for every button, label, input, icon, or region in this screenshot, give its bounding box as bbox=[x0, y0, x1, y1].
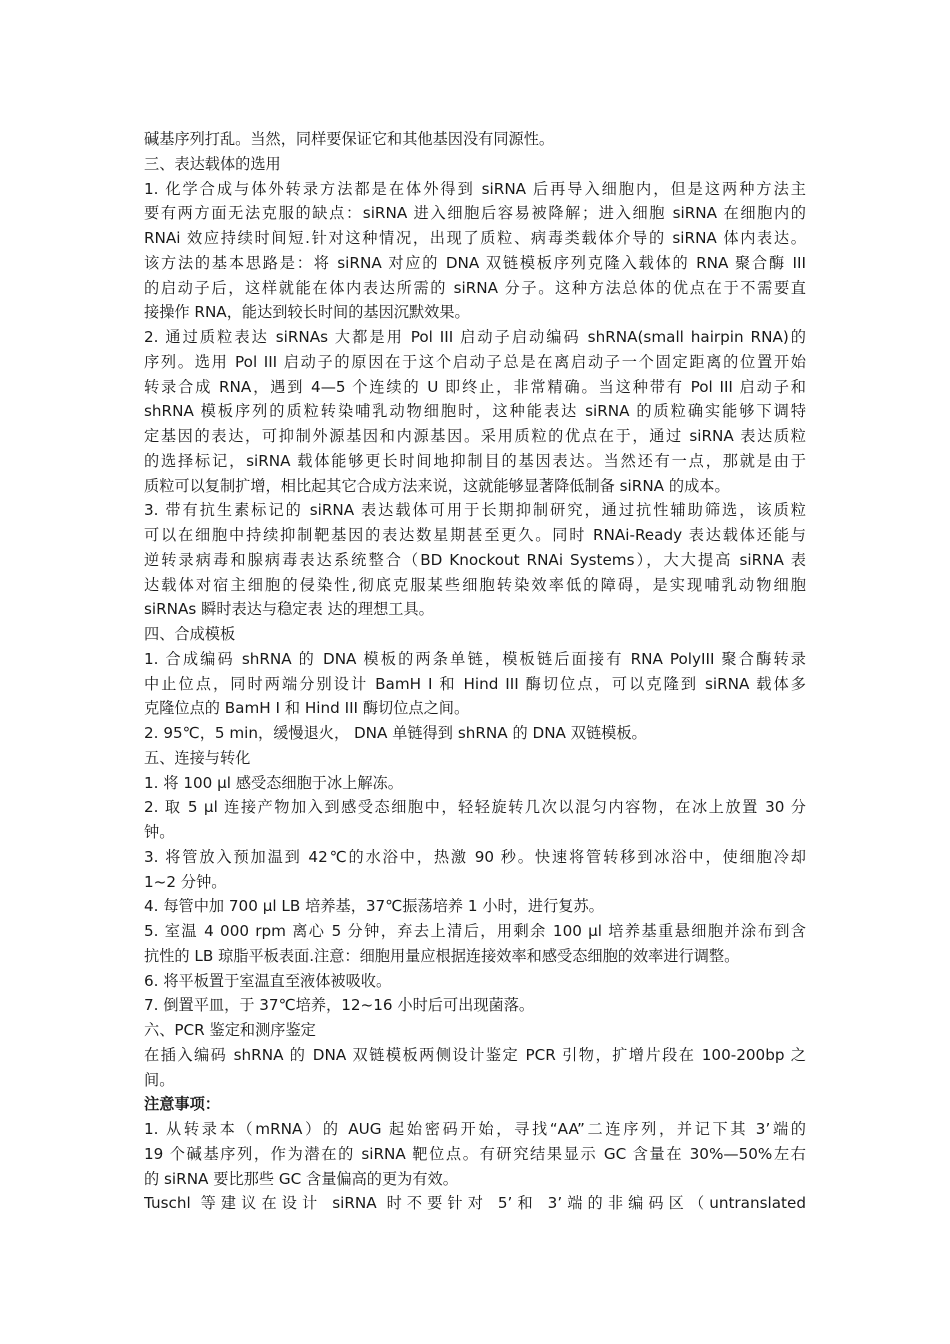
section-heading-synthesis-template: 四、合成模板 bbox=[144, 625, 236, 643]
text-line: 序列。选用 Pol III 启动子的原因在于这个启动子总是在离启动子一个固定距离的位置开始 bbox=[144, 352, 806, 371]
text-line: 抗性的 LB 琼脂平板表面.注意：细胞用量应根据连接效率和感受态细胞的效率进行调整。 bbox=[144, 946, 740, 965]
text-line: 逆转录病毒和腺病毒表达系统整合（BD Knockout RNAi Systems），大大提高 siRNA 表 bbox=[144, 550, 806, 569]
text-line: 2. 通过质粒表达 siRNAs 大都是用 Pol III 启动子启动编码 shRNA(small hairpin RNA)的 bbox=[144, 328, 806, 346]
text-line: 5. 室温 4 000 rpm 离心 5 分钟，弃去上清后，用剩余 100 μl 培养基重悬细胞并涂布到含 bbox=[144, 922, 806, 940]
text-line: 转录合成 RNA，遇到 4—5 个连续的 U 即终止，非常精确。当这种带有 Pol III 启动子和 bbox=[144, 377, 806, 396]
section-heading-pcr-sequencing: 六、PCR 鉴定和测序鉴定 bbox=[144, 1021, 316, 1039]
text-line: 间。 bbox=[144, 1070, 175, 1089]
text-line: siRNAs 瞬时表达与稳定表 达的理想工具。 bbox=[144, 600, 434, 619]
text-line: 2. 95℃，5 min，缓慢退火， DNA 单链得到 shRNA 的 DNA 双链模板。 bbox=[144, 724, 647, 742]
text-line: 在插入编码 shRNA 的 DNA 双链模板两侧设计鉴定 PCR 引物，扩增片段在 100-200bp 之 bbox=[144, 1045, 806, 1064]
text-line: 2. 取 5 μl 连接产物加入到感受态细胞中，轻轻旋转几次以混匀内容物，在冰上放置 30 分 bbox=[144, 798, 806, 817]
text-line: 钟。 bbox=[144, 823, 175, 841]
text-line: 6. 将平板置于室温直至液体被吸收。 bbox=[144, 971, 392, 990]
text-line: 1~2 分钟。 bbox=[144, 872, 227, 891]
text-line: 1. 将 100 μl 感受态细胞于冰上解冻。 bbox=[144, 773, 403, 792]
text-line: shRNA 模板序列的质粒转染哺乳动物细胞时，这种能表达 siRNA 的质粒确实能够下调特 bbox=[144, 402, 806, 421]
text-line: 3. 带有抗生素标记的 siRNA 表达载体可用于长期抑制研究，通过抗性辅助筛选，该质粒 bbox=[144, 501, 806, 520]
text-line: 的启动子后，这样就能在体内表达所需的 siRNA 分子。这种方法总体的优点在于不需要直 bbox=[144, 278, 806, 297]
text-line: 克隆位点的 BamH I 和 Hind III 酶切位点之间。 bbox=[144, 699, 470, 718]
text-line: 4. 每管中加 700 μl LB 培养基，37℃振荡培养 1 小时，进行复苏。 bbox=[144, 897, 604, 916]
text-line: 7. 倒置平皿，于 37℃培养，12~16 小时后可出现菌落。 bbox=[144, 996, 535, 1015]
text-line: 1. 化学合成与体外转录方法都是在体外得到 siRNA 后再导入细胞内，但是这两种方法主 bbox=[144, 179, 806, 198]
text-line: 质粒可以复制扩增，相比起其它合成方法来说，这就能够显著降低制备 siRNA 的成本。 bbox=[144, 476, 730, 495]
section-heading-ligation-transformation: 五、连接与转化 bbox=[144, 748, 251, 767]
text-line: 要有两方面无法克服的缺点：siRNA 进入细胞后容易被降解；进入细胞 siRNA 在细胞内的 bbox=[144, 204, 806, 223]
text-line: Tuschl 等建议在设计 siRNA 时不要针对 5’和 3’端的非编码区（untranslated bbox=[144, 1194, 806, 1213]
section-heading-expression-vector: 三、表达载体的选用 bbox=[144, 154, 281, 173]
notes-heading: 注意事项： bbox=[144, 1095, 220, 1114]
text-line: 1. 合成编码 shRNA 的 DNA 模板的两条单链，模板链后面接有 RNA PolyIII 聚合酶转录 bbox=[144, 649, 806, 668]
text-line: 的选择标记，siRNA 载体能够更长时间地抑制目的基因表达。当然还有一点，那就是由于 bbox=[144, 451, 806, 470]
text-line: 3. 将管放入预加温到 42℃的水浴中，热激 90 秒。快速将管转移到冰浴中，使细胞冷却 bbox=[144, 847, 806, 866]
text-line: 接操作 RNA，能达到较长时间的基因沉默效果。 bbox=[144, 303, 470, 322]
text-line: 达载体对宿主细胞的侵染性,彻底克服某些细胞转染效率低的障碍，是实现哺乳动物细胞 bbox=[144, 575, 806, 594]
text-line: 1. 从转录本（mRNA）的 AUG 起始密码开始，寻找“AA”二连序列，并记下其 3’端的 bbox=[144, 1120, 806, 1138]
text-line: 可以在细胞中持续抑制靶基因的表达数星期甚至更久。同时 RNAi-Ready 表达载体还能与 bbox=[144, 526, 806, 544]
text-line: 碱基序列打乱。当然，同样要保证它和其他基因没有同源性。 bbox=[144, 130, 555, 148]
text-line: 定基因的表达，可抑制外源基因和内源基因。采用质粒的优点在于，通过 siRNA 表达质粒 bbox=[144, 427, 806, 445]
text-line: 该方法的基本思路是：将 siRNA 对应的 DNA 双链模板序列克隆入载体的 RNA 聚合酶 III bbox=[144, 253, 806, 272]
text-line: RNAi 效应持续时间短.针对这种情况，出现了质粒、病毒类载体介导的 siRNA 体内表达。 bbox=[144, 229, 806, 247]
text-line: 中止位点，同时两端分别设计 BamH I 和 Hind III 酶切位点，可以克隆到 siRNA 载体多 bbox=[144, 674, 806, 693]
document-page bbox=[144, 127, 806, 1216]
text-line: 19 个碱基序列，作为潜在的 siRNA 靶位点。有研究结果显示 GC 含量在 30%—50%左右 bbox=[144, 1144, 806, 1163]
text-line: 的 siRNA 要比那些 GC 含量偏高的更为有效。 bbox=[144, 1169, 458, 1188]
